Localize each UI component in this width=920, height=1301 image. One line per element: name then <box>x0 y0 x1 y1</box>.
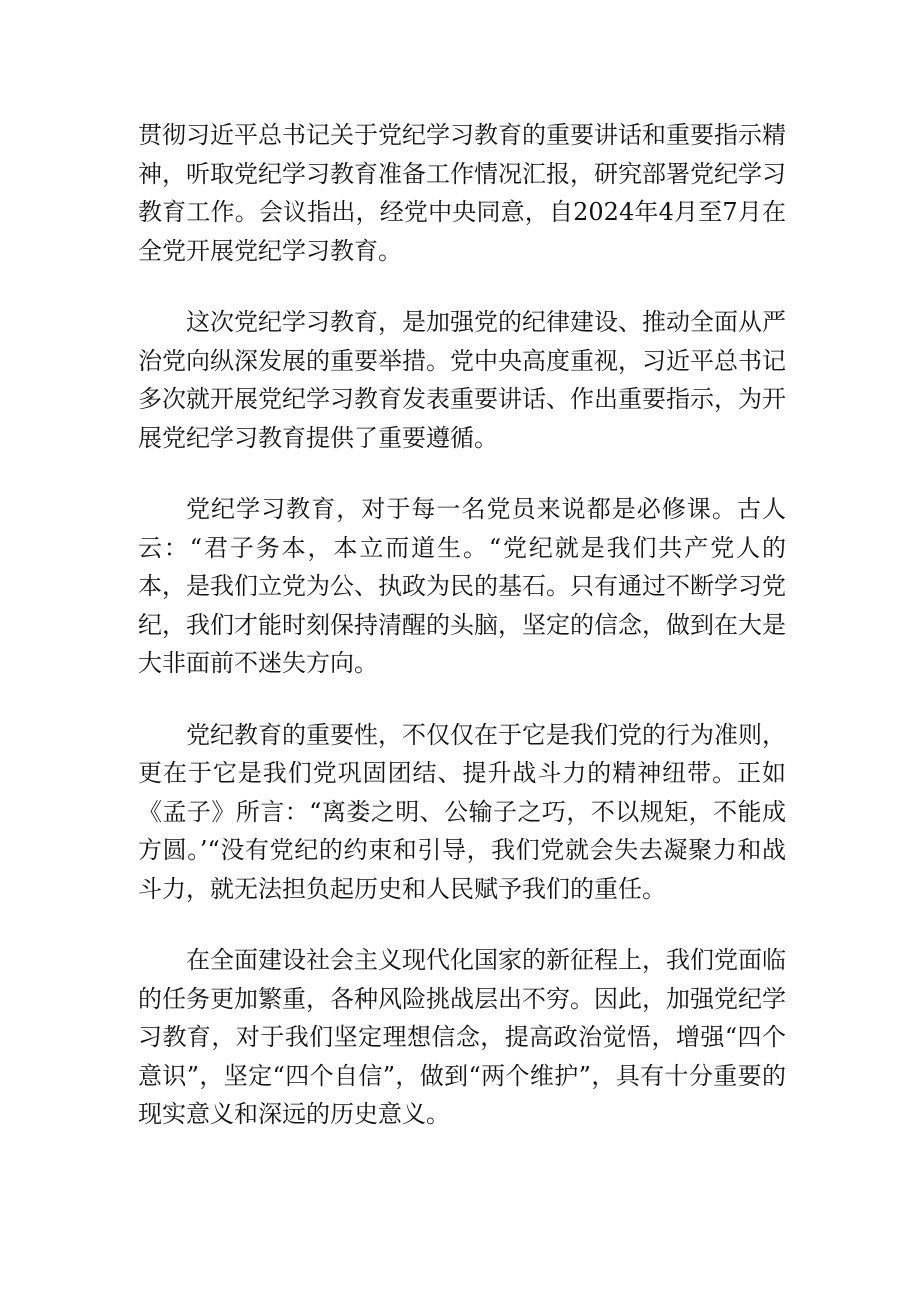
paragraph-1: 贯彻习近平总书记关于党纪学习教育的重要讲话和重要指示精神，听取党纪学习教育准备工作情况汇报，研究部署党纪学习教育工作。会议指出，经党中央同意，自2024年4月至7月在全党开展党纪学习教育。 <box>138 121 786 265</box>
paragraph-3: 党纪学习教育，对于每一名党员来说都是必修课。古人云：“君子务本，本立而道生。“党纪就是我们共产党人的本，是我们立党为公、执政为民的基石。只有通过不断学习党纪，我们才能时刻保持清醒的头脑，坚定的信念，做到在大是大非面前不迷失方向。 <box>138 495 786 677</box>
paragraph-4: 党纪教育的重要性，不仅仅在于它是我们党的行为准则，更在于它是我们党巩固团结、提升战斗力的精神纽带。正如《孟子》所言：“离娄之明、公输子之巧，不以规矩，不能成方圆。’“没有党纪的约束和引导，我们党就会失去凝聚力和战斗力，就无法担负起历史和人民赋予我们的重任。 <box>138 720 786 903</box>
document-body <box>138 116 786 1167</box>
paragraph-2: 这次党纪学习教育，是加强党的纪律建设、推动全面从严治党向纵深发展的重要举措。党中央高度重视，习近平总书记多次就开展党纪学习教育发表重要讲话、作出重要指示，为开展党纪学习教育提供了重要遵循。 <box>138 308 786 452</box>
paragraph-5: 在全面建设社会主义现代化国家的新征程上，我们党面临的任务更加繁重，各种风险挑战层出不穷。因此，加强党纪学习教育，对于我们坚定理想信念，提高政治觉悟，增强“四个意识”，坚定“四个自信”，做到“两个维护”，具有十分重要的现实意义和深远的历史意义。 <box>138 946 786 1128</box>
